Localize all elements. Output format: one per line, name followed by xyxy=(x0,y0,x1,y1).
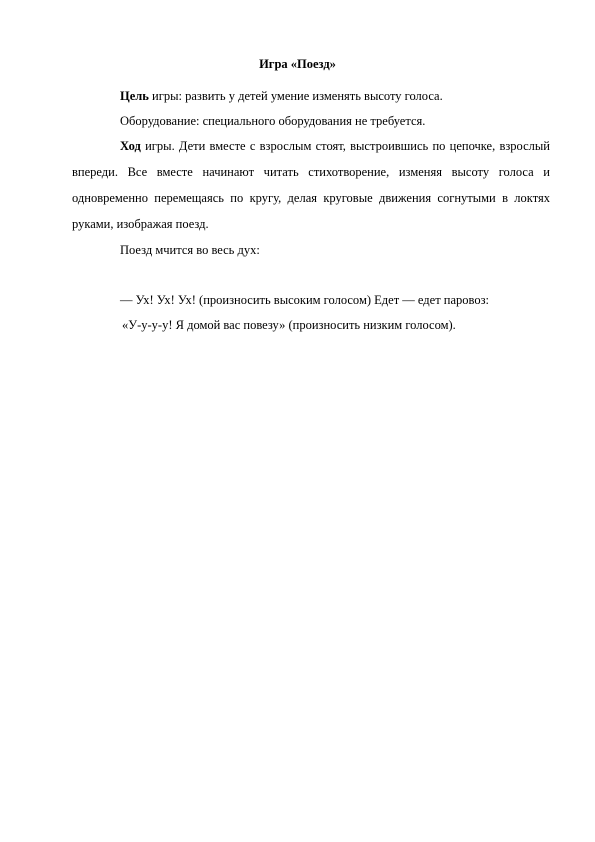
procedure-label: Ход xyxy=(120,139,141,153)
procedure-paragraph xyxy=(72,133,550,237)
poem-line-1: — Ух! Ух! Ух! (произносить высоким голосом) Едет — едет паровоз: xyxy=(120,293,489,307)
document-title: Игра «Поезд» xyxy=(259,57,336,71)
goal-text: игры: развить у детей умение изменять высоту голоса. xyxy=(148,89,443,103)
equipment-paragraph: Оборудование: специального оборудования не требуется. xyxy=(120,114,426,128)
poem-intro: Поезд мчится во весь дух: xyxy=(120,243,260,257)
procedure-text: игры. Дети вместе с взрослым стоят, выстроившись по цепочке, взрослый впереди. Все вместе начинают читать стихотворение, изменяя высоту голоса и одновременно перемещаясь по кругу, делая круговые движения согнутыми в локтях руками, изображая поезд. xyxy=(72,139,550,231)
goal-label: Цель xyxy=(120,89,149,103)
poem-line-2: «У-у-у-у! Я домой вас повезу» (произносить низким голосом). xyxy=(122,318,456,332)
goal-paragraph xyxy=(120,88,550,104)
